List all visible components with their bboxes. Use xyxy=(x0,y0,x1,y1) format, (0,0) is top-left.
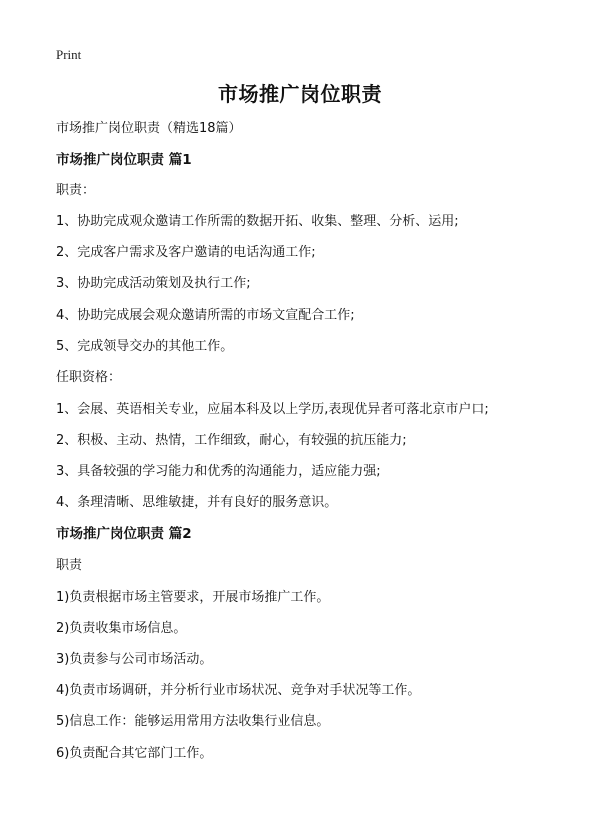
list-item: 3)负责参与公司市场活动。 xyxy=(56,652,213,667)
list-item: 5)信息工作：能够运用常用方法收集行业信息。 xyxy=(56,714,330,729)
list-item: 1、协助完成观众邀请工作所需的数据开拓、收集、整理、分析、运用; xyxy=(56,214,459,229)
qualifications-label: 任职资格： xyxy=(56,370,122,385)
list-item: 6)负责配合其它部门工作。 xyxy=(56,746,213,761)
list-item: 3、具备较强的学习能力和优秀的沟通能力，适应能力强; xyxy=(56,464,381,479)
duties-label: 职责： xyxy=(56,183,96,198)
list-item: 4)负责市场调研，并分析行业市场状况、竞争对手状况等工作。 xyxy=(56,683,421,698)
section-heading-1: 市场推广岗位职责 篇1 xyxy=(56,152,192,168)
section-heading-2: 市场推广岗位职责 篇2 xyxy=(56,526,192,542)
list-item: 3、协助完成活动策划及执行工作; xyxy=(56,276,251,291)
list-item: 4、协助完成展会观众邀请所需的市场文宣配合工作; xyxy=(56,308,355,323)
subtitle: 市场推广岗位职责（精选18篇） xyxy=(56,121,242,136)
page-title: 市场推广岗位职责 xyxy=(218,82,382,106)
list-item: 2、完成客户需求及客户邀请的电话沟通工作; xyxy=(56,245,316,260)
list-item: 5、完成领导交办的其他工作。 xyxy=(56,339,234,354)
print-label: Print xyxy=(56,47,82,62)
list-item: 1、会展、英语相关专业，应届本科及以上学历,表现优异者可落北京市户口; xyxy=(56,402,489,417)
duties-label: 职责 xyxy=(56,558,83,573)
list-item: 2)负责收集市场信息。 xyxy=(56,621,187,636)
list-item: 2、积极、主动、热情，工作细致，耐心，有较强的抗压能力; xyxy=(56,433,407,448)
list-item: 4、条理清晰、思维敏捷，并有良好的服务意识。 xyxy=(56,495,338,510)
list-item: 1)负责根据市场主管要求，开展市场推广工作。 xyxy=(56,590,330,605)
